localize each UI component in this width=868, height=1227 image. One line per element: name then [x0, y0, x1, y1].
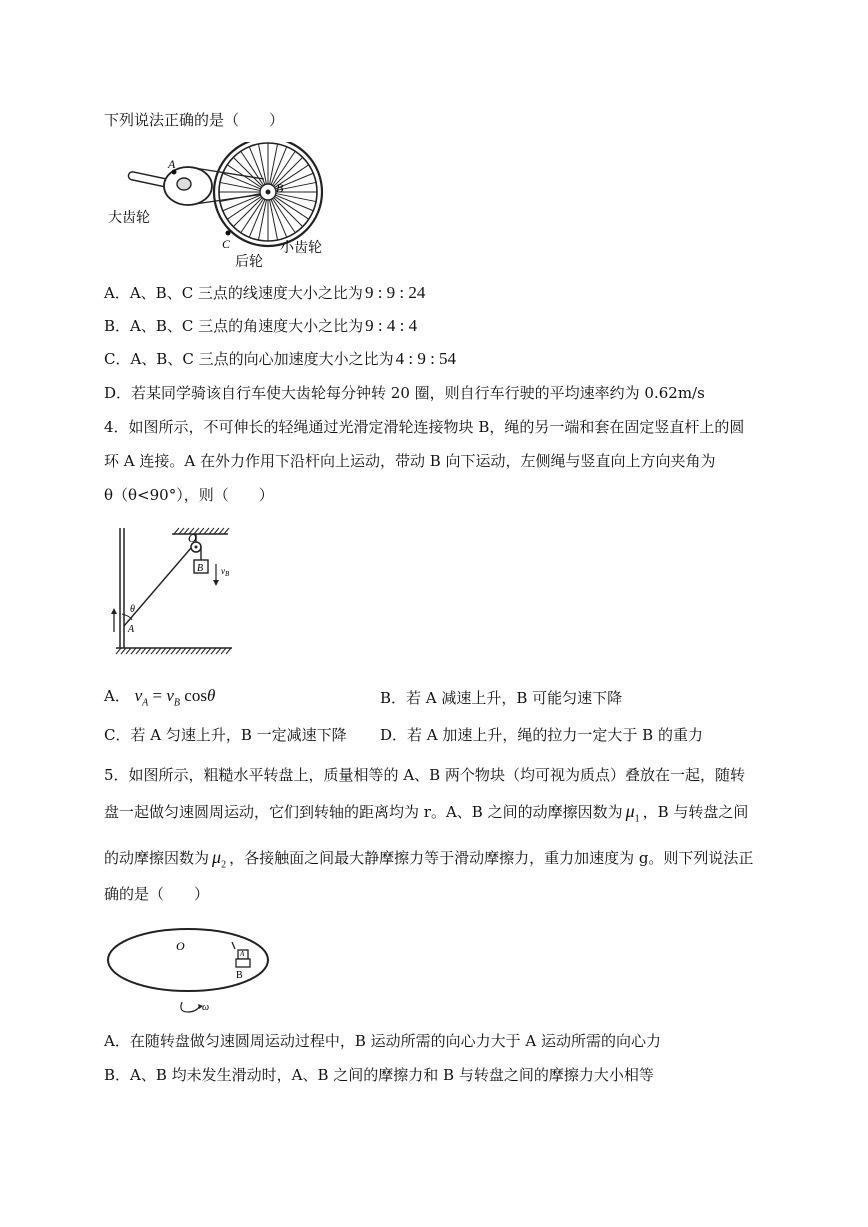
- q3-option-d: D．若某同学骑该自行车使大齿轮每分钟转 20 圈，则自行车行驶的平均速率约为 0.62m/s: [104, 384, 705, 402]
- label-omega: ω: [202, 1002, 210, 1013]
- q4-option-d: D．若 A 加速上升，绳的拉力一定大于 B 的重力: [380, 726, 703, 744]
- q4-option-a: A． $v_A = v_B$ cosθ: [104, 686, 216, 709]
- mu2-symbol: $\mu_2$: [212, 847, 227, 871]
- q4-option-a-formula: $v_A = v_B$ cosθ: [134, 686, 216, 709]
- label-b: B: [276, 181, 284, 195]
- q4-line-2: 环 A 连接。A 在外力作用下沿杆向上运动，带动 B 向下运动，左侧绳与竖直向上方向夹角为: [104, 452, 716, 470]
- q4-line-1: 4．如图所示，不可伸长的轻绳通过光滑定滑轮连接物块 B，绳的另一端和套在固定竖直杆上的圆: [104, 418, 745, 436]
- point-c: [226, 231, 231, 236]
- bicycle-figure: [104, 142, 344, 272]
- label-small-gear: 小齿轮: [280, 241, 322, 256]
- q3-stem: 下列说法正确的是（ ）: [104, 111, 285, 129]
- q4-option-c: C．若 A 匀速上升，B 一定减速下降: [104, 726, 347, 744]
- q5-option-a: A．在随转盘做匀速圆周运动过程中，B 运动所需的向心力大于 A 运动所需的向心力: [104, 1032, 661, 1050]
- pulley-figure: [110, 520, 240, 660]
- q5-option-b: B．A、B 均未发生滑动时，A、B 之间的摩擦力和 B 与转盘之间的摩擦力大小相等: [104, 1066, 654, 1084]
- label-a: A: [240, 950, 245, 958]
- label-big-gear: 大齿轮: [108, 211, 150, 226]
- q3-option-b: B．A、B、C 三点的角速度大小之比为 9 : 4 : 4: [104, 316, 418, 335]
- turntable-figure: [104, 920, 284, 1020]
- mu1-symbol: $\mu_1$: [625, 801, 640, 825]
- label-b: B: [236, 970, 243, 981]
- label-a: A: [168, 157, 176, 171]
- label-a: A: [128, 624, 135, 635]
- q3-option-a: A．A、B、C 三点的线速度大小之比为 9 : 9 : 24: [104, 283, 426, 302]
- label-theta: θ: [130, 604, 135, 615]
- label-c: C: [222, 237, 231, 251]
- q5-line-1: 5．如图所示，粗糙水平转盘上，质量相等的 A、B 两个物块（均可视为质点）叠放在一起，随转: [104, 766, 745, 784]
- q4-line-3: θ（θ<90°），则（ ）: [104, 486, 274, 504]
- label-b: B: [197, 563, 204, 574]
- label-rear-wheel: 后轮: [235, 255, 263, 270]
- label-o: O: [188, 531, 197, 545]
- q5-line-3: 的动摩擦因数为 $\mu_2$ ，各接触面之间最大静摩擦力等于滑动摩擦力，重力加速度为 g。则下列说法正: [104, 847, 754, 871]
- q5-line-2: 盘一起做匀速圆周运动，它们到转轴的距离均为 r。A、B 之间的动摩擦因数为 $\mu_1$ ，B 与转盘之间: [104, 801, 749, 825]
- q3-option-c: C．A、B、C 三点的向心加速度大小之比为 4 : 9 : 54: [104, 349, 457, 368]
- q4-option-b: B．若 A 减速上升，B 可能匀速下降: [380, 689, 623, 707]
- q5-line-4: 确的是（ ）: [104, 885, 210, 903]
- label-o: O: [176, 939, 185, 953]
- label-vb: $v_B$: [221, 566, 230, 578]
